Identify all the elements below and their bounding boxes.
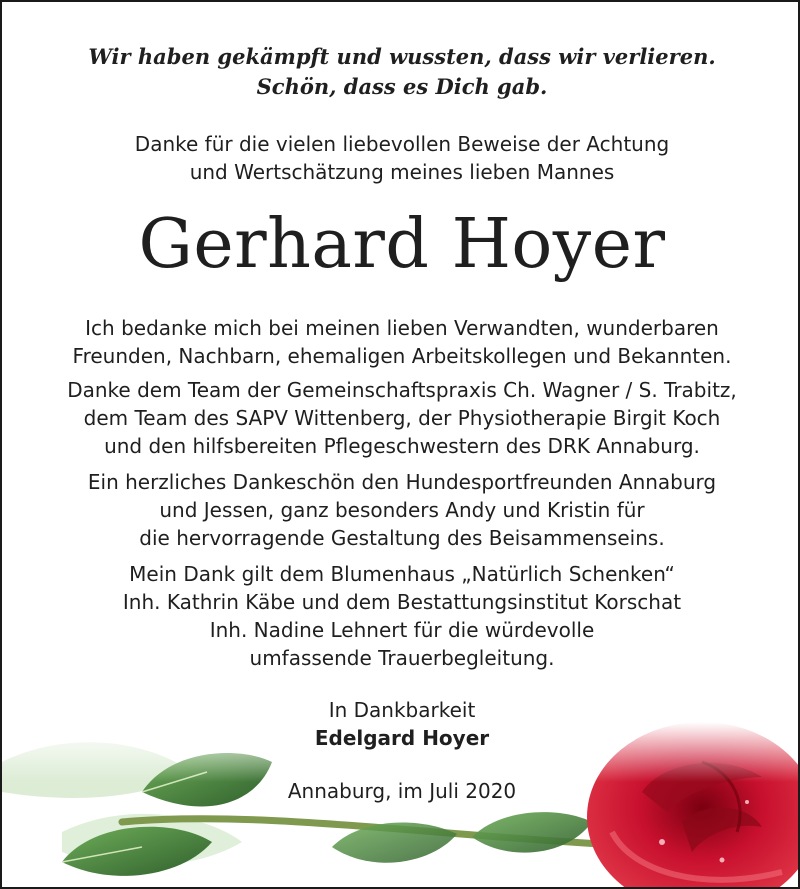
- thanks-paragraph-friends: [2, 468, 800, 552]
- paragraph-line: umfassende Trauerbegleitung.: [249, 646, 555, 670]
- place-date: Annaburg, im Juli 2020: [287, 779, 517, 803]
- thanks-paragraph-care: [2, 376, 800, 460]
- motto: [2, 42, 800, 102]
- paragraph-line: Ein herzliches Dankeschön den Hundesportfreunden Annaburg: [87, 470, 717, 494]
- paragraph-line: Inh. Kathrin Käbe und dem Bestattungsinstitut Korschat: [122, 590, 682, 614]
- thanks-paragraph-services: [2, 560, 800, 672]
- intro-line: Danke für die vielen liebevollen Beweise der Achtung: [134, 132, 670, 156]
- thanks-paragraph-family: [2, 314, 800, 370]
- paragraph-line: und Jessen, ganz besonders Andy und Kristin für: [159, 498, 645, 522]
- intro-text: [2, 130, 800, 186]
- paragraph-line: dem Team des SAPV Wittenberg, der Physiotherapie Birgit Koch: [83, 406, 721, 430]
- motto-line: Schön, dass es Dich gab.: [256, 74, 548, 99]
- signature-closing: In Dankbarkeit: [328, 698, 476, 722]
- paragraph-line: Ich bedanke mich bei meinen lieben Verwandten, wunderbaren: [85, 316, 719, 340]
- signature-name: Edelgard Hoyer: [314, 726, 490, 750]
- paragraph-line: die hervorragende Gestaltung des Beisammenseins.: [139, 526, 665, 550]
- paragraph-line: Mein Dank gilt dem Blumenhaus „Natürlich Schenken“: [129, 562, 675, 586]
- deceased-name: Gerhard Hoyer: [138, 205, 666, 284]
- signature: [2, 696, 800, 752]
- motto-line: Wir haben gekämpft und wussten, dass wir verlieren.: [88, 44, 716, 69]
- paragraph-line: Freunden, Nachbarn, ehemaligen Arbeitskollegen und Bekannten.: [72, 344, 732, 368]
- paragraph-line: Inh. Nadine Lehnert für die würdevolle: [209, 618, 595, 642]
- paragraph-line: Danke dem Team der Gemeinschaftspraxis Ch. Wagner / S. Trabitz,: [67, 378, 737, 402]
- intro-line: und Wertschätzung meines lieben Mannes: [189, 160, 615, 184]
- paragraph-line: und den hilfsbereiten Pflegeschwestern des DRK Annaburg.: [104, 434, 700, 458]
